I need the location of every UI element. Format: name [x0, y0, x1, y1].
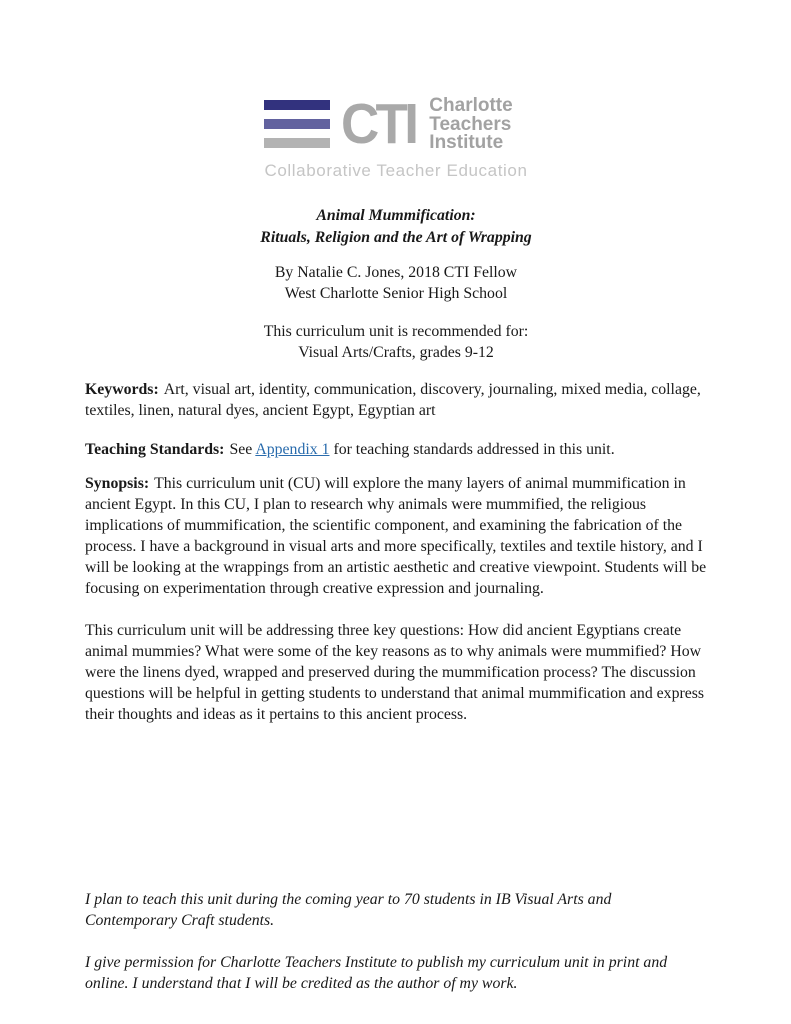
recommendation — [85, 321, 707, 363]
cti-name-line-1: Charlotte — [429, 95, 513, 116]
appendix-1-link[interactable]: Appendix 1 — [255, 441, 330, 458]
byline — [85, 262, 707, 304]
cti-bars-icon — [264, 95, 330, 148]
keywords-label: Keywords: — [85, 381, 159, 398]
teach-statement: I plan to teach this unit during the coming year to 70 students in IB Visual Arts and Contemporary Craft students. — [85, 891, 612, 929]
cti-bar-gray — [264, 138, 330, 148]
teaching-standards-label: Teaching Standards: — [85, 441, 225, 458]
permission-statement: I give permission for Charlotte Teachers Institute to publish my curriculum unit in print and online. I understand that I will be credited as the author of my work. — [85, 954, 668, 992]
cti-name-line-2: Teachers — [429, 113, 512, 135]
teaching-standards-suffix: for teaching standards addressed in this unit. — [333, 441, 615, 458]
cti-tagline: Collaborative Teacher Education — [264, 161, 528, 180]
author-line: By Natalie C. Jones, 2018 CTI Fellow — [274, 264, 518, 281]
keywords-paragraph — [85, 379, 707, 421]
synopsis-label: Synopsis: — [85, 475, 150, 492]
cti-name-line-3: Institute — [429, 132, 504, 153]
school-line: West Charlotte Senior High School — [284, 285, 508, 302]
recommendation-line-1: This curriculum unit is recommended for: — [263, 323, 529, 340]
cti-logo — [264, 92, 528, 181]
cti-bar-purple — [264, 119, 330, 129]
synopsis-paragraph — [85, 473, 707, 599]
cti-logo-row — [264, 92, 527, 156]
synopsis-text: This curriculum unit (CU) will explore the many layers of animal mummification in ancient Egypt. In this CU, I plan to research why animals were mummified, the religious implications of mummification, the scientific component, and examining the fabrication of the process. I have a background in visual arts and more specifically, textiles and textile history, and I will be looking at the wrappings from an artistic aesthetic and creative viewpoint. Students will be focusing on experimentation through creative expression and journaling. — [85, 475, 707, 597]
title-line-2: Rituals, Religion and the Art of Wrapping — [260, 229, 532, 246]
title-line-1: Animal Mummification: — [316, 207, 476, 224]
document-title — [85, 205, 707, 249]
cti-bar-navy — [264, 100, 330, 110]
cti-acronym: CTI — [341, 92, 416, 156]
teaching-standards-prefix: See — [229, 441, 253, 458]
keywords-text: Art, visual art, identity, communication, discovery, journaling, mixed media, collage, textiles, linen, natural dyes, ancient Egypt, Egyptian art — [85, 381, 701, 419]
cti-institute-name — [429, 95, 512, 153]
recommendation-line-2: Visual Arts/Crafts, grades 9-12 — [298, 344, 494, 361]
teaching-standards-paragraph — [85, 439, 707, 460]
key-questions-paragraph: This curriculum unit will be addressing three key questions: How did ancient Egyptians create animal mummies? What were some of the key reasons as to why animals were mummified? How were the linens dyed, wrapped and preserved during the mummification process? The discussion questions will be helpful in getting students to understand that animal mummification and express their thoughts and ideas as it pertains to this ancient process. — [85, 622, 705, 723]
